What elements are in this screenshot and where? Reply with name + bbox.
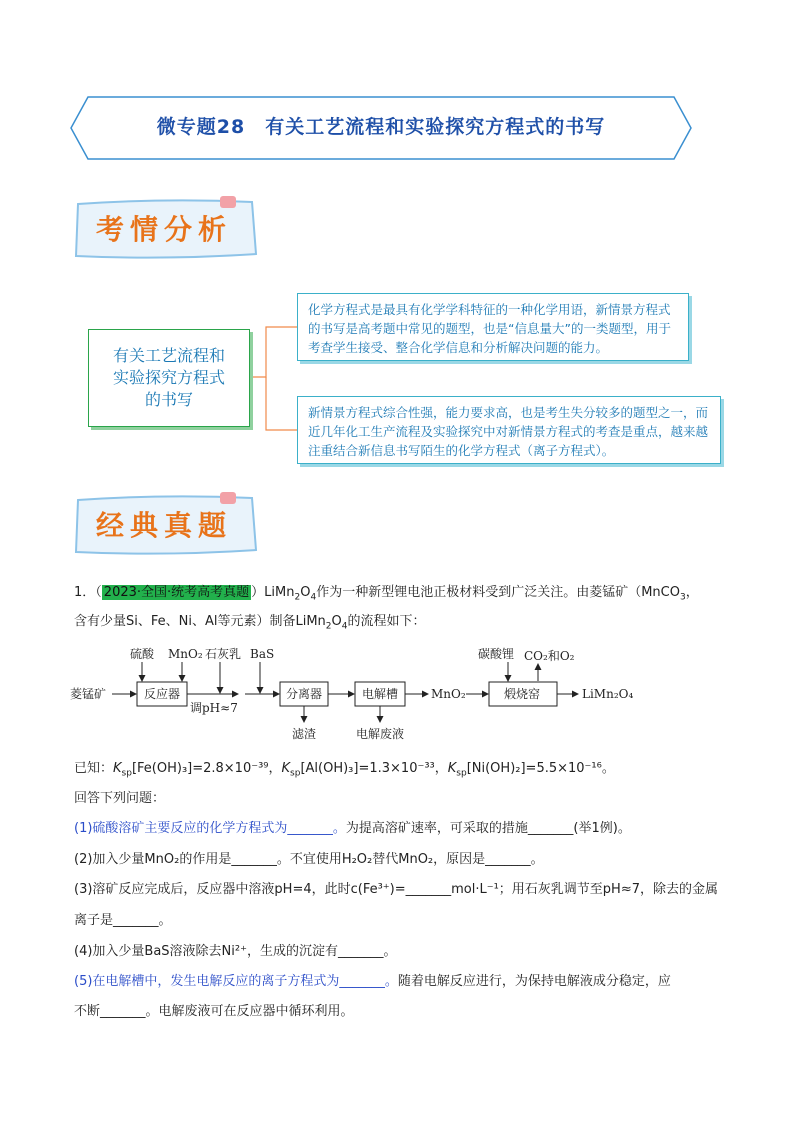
question-source: 2023·全国·统考高考真题 <box>103 585 250 600</box>
flow-product2: LiMn₂O₄ <box>582 687 634 701</box>
flow-bas: BaS <box>250 647 275 661</box>
section-badge-classic <box>70 492 260 558</box>
flow-reactor: 反应器 <box>144 687 181 701</box>
flow-feed: 菱锰矿 <box>70 687 107 701</box>
process-flow-diagram <box>70 642 670 746</box>
prompt: 回答下列问题： <box>74 791 166 806</box>
page-title: 微专题28 有关工艺流程和实验探究方程式的书写 <box>156 116 606 138</box>
question-intro-line1: 1．（ 2023·全国·统考高考真题 ）$LiMn_2O_4$作为一种新型锂电池正极材料受到广泛关注。由菱锰矿（MnCO$_3$， <box>74 585 699 603</box>
part-2: (2)加入少量MnO₂的作用是_______。不宜使用H₂O₂替代MnO₂，原因是_______。 <box>74 852 544 867</box>
clip-icon <box>220 492 236 504</box>
analysis-center-text: 有关工艺流程和实验探究方程式的书写 <box>112 346 225 409</box>
flow-separator: 分离器 <box>286 687 323 701</box>
flow-gases: CO₂和O₂ <box>524 649 575 663</box>
section-title-classic: 经典真题 <box>96 509 233 542</box>
known-ksp: 已知：$K_{sp}[Fe(OH)_3]=2.8\times 10^{-39}$，$K_{sp}[Al(OH)_3]=1.3\times 10^{-33}$，$K_{sp}[Ni(OH)_2]=5.5\times 10^{-16}$。 <box>74 761 615 779</box>
part-5: (5)在电解槽中，发生电解反应的离子方程式为_______。随着电解反应进行，为保持电解液成分稳定，应 <box>74 974 671 989</box>
flow-cell: 电解槽 <box>362 687 399 701</box>
part-3b: 离子是_______。 <box>74 913 172 928</box>
flow-mno2: MnO₂ <box>168 647 203 661</box>
flow-li2co3: 碳酸锂 <box>478 647 515 661</box>
question-number: 1． <box>74 585 96 600</box>
flow-residue: 滤渣 <box>292 727 317 741</box>
section-title-analysis: 考情分析 <box>96 213 233 246</box>
analysis-note-1: 化学方程式是最具有化学学科特征的一种化学用语，新情景方程式的书写是高考题中常见的题型，也是“信息量大”的一类题型，用于考查学生接受、整合化学信息和分析解决问题的能力。 <box>297 293 689 361</box>
part-3a: (3)溶矿反应完成后，反应器中溶液pH=4，此时c(Fe³⁺)=_______mol·L⁻¹；用石灰乳调节至pH≈7，除去的金属 <box>74 882 718 897</box>
flow-product1: MnO₂ <box>431 687 466 701</box>
analysis-center-box <box>88 329 250 427</box>
flow-acid: 硫酸 <box>130 647 155 661</box>
analysis-note-2: 新情景方程式综合性强，能力要求高，也是考生失分较多的题型之一，而近几年化工生产流程及实验探究中对新情景方程式的考查是重点，越来越注重结合新信息书写陌生的化学方程式（离子方程式）。 <box>297 396 721 464</box>
flow-lime: 石灰乳 <box>205 647 242 661</box>
flow-waste: 电解废液 <box>356 727 405 741</box>
flow-kiln: 煅烧窑 <box>504 687 541 701</box>
part-1: (1)硫酸溶矿主要反应的化学方程式为_______。为提高溶矿速率，可采取的措施_______(举1例)。 <box>74 821 631 836</box>
part-4: (4)加入少量BaS溶液除去Ni²⁺，生成的沉淀有_______。 <box>74 944 397 959</box>
question-intro-line2: 含有少量Si、Fe、Ni、Al等元素）制备$LiMn_2O_4$的流程如下： <box>74 614 426 632</box>
flow-adjust: 调pH≈7 <box>190 701 238 715</box>
part-5-cont: 不断_______。电解废液可在反应器中循环利用。 <box>74 1004 354 1019</box>
